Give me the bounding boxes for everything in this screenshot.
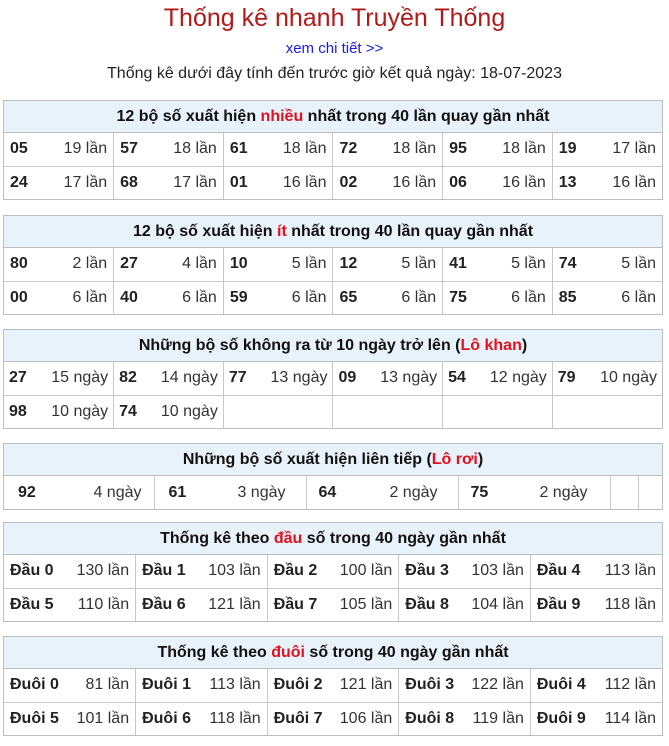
table-cell [114, 395, 224, 428]
text: số trong 40 ngày gần nhất [302, 530, 506, 547]
text: Lô khan [460, 337, 522, 354]
table-cell [267, 588, 399, 621]
count-value: 118 lần [604, 595, 656, 613]
number-label: 65 [339, 288, 358, 306]
least-frequent-section [3, 215, 663, 315]
number-label: 64 [318, 483, 337, 501]
table-cell [443, 395, 553, 428]
number-label: 27 [120, 255, 138, 273]
table-cell [136, 669, 268, 702]
lo-roi-table [4, 476, 664, 509]
table-cell [333, 362, 443, 395]
number-label: Đuôi 4 [536, 676, 586, 694]
table-cell [4, 669, 136, 702]
number-label: Đầu 2 [273, 562, 318, 580]
number-label: 10 [229, 255, 248, 273]
table-cell [114, 133, 224, 166]
table-cell [136, 588, 268, 621]
table-cell [4, 395, 114, 428]
table-cell [333, 395, 443, 428]
table-cell [443, 166, 553, 199]
table-cell [399, 669, 531, 702]
table-cell [4, 476, 154, 509]
text: nhất trong 40 lần quay gần nhất [303, 108, 550, 125]
number-label: 41 [449, 255, 467, 273]
count-value: 13 ngày [270, 369, 328, 387]
count-value: 81 lần [85, 676, 130, 694]
number-label: 61 [168, 483, 187, 501]
table-cell [4, 555, 136, 588]
table-cell [333, 166, 443, 199]
number-label: Đuôi 1 [142, 676, 191, 694]
number-label: 12 [339, 255, 358, 273]
dau-section [3, 522, 663, 622]
table-row [4, 248, 662, 281]
number-label: Đầu 4 [536, 562, 581, 580]
most-frequent-table [4, 133, 662, 199]
number-label: 02 [339, 173, 358, 191]
table-row [4, 702, 662, 735]
count-value: 112 lần [604, 676, 656, 694]
count-value: 19 lần [63, 140, 108, 158]
count-value: 18 lần [282, 140, 327, 158]
section-heading [4, 523, 662, 555]
text: Những bộ số xuất hiện liên tiếp ( [182, 451, 432, 468]
count-value: 12 ngày [489, 369, 547, 387]
text: đuôi [271, 644, 305, 661]
count-value: 114 lần [604, 709, 656, 727]
count-value: 4 ngày [93, 483, 142, 501]
text: ít [277, 223, 287, 240]
table-cell [267, 669, 399, 702]
number-label: 57 [120, 140, 138, 158]
table-cell [443, 362, 553, 395]
count-value: 17 lần [173, 173, 217, 191]
text: Những bộ số không ra từ 10 ngày trở lên ( [138, 337, 461, 354]
number-label: 72 [339, 140, 358, 158]
count-value: 103 lần [471, 562, 524, 580]
text: 12 bộ số xuất hiện [132, 223, 277, 240]
text: 12 bộ số xuất hiện [116, 108, 261, 125]
number-label: 00 [10, 288, 28, 306]
table-cell [223, 281, 333, 314]
count-value: 104 lần [471, 595, 524, 613]
number-label: 98 [9, 402, 27, 420]
number-label: Đuôi 3 [405, 676, 455, 694]
number-label: 40 [120, 288, 138, 306]
count-value: 17 lần [612, 140, 656, 158]
number-label: 75 [449, 288, 467, 306]
table-cell [223, 362, 333, 395]
number-label: Đuôi 6 [142, 709, 191, 727]
count-value: 6 lần [511, 288, 546, 306]
table-cell [223, 395, 333, 428]
count-value: 119 lần [472, 709, 524, 727]
count-value: 13 ngày [380, 369, 438, 387]
count-value: 5 lần [621, 255, 656, 273]
count-value: 2 lần [72, 255, 108, 273]
date-line: Thống kê dưới đây tính đến trước giờ kết quả ngày: 18-07-2023 [107, 65, 562, 82]
count-value: 2 ngày [539, 483, 588, 501]
number-label: Đuôi 5 [10, 709, 59, 727]
count-value: 5 lần [511, 255, 546, 273]
text: số trong 40 ngày gần nhất [304, 644, 509, 661]
section-heading [4, 101, 662, 133]
table-row [4, 476, 664, 509]
number-label: 92 [18, 483, 36, 501]
number-label: Đầu 5 [10, 595, 54, 613]
number-label: Đuôi 7 [273, 709, 323, 727]
count-value: 6 lần [401, 288, 437, 306]
number-label: Đầu 3 [405, 562, 449, 580]
table-row [4, 588, 662, 621]
table-cell [333, 248, 443, 281]
number-label: 06 [449, 173, 467, 191]
table-cell [638, 476, 664, 509]
table-cell [530, 555, 662, 588]
table-cell [530, 702, 662, 735]
count-value: 3 ngày [237, 483, 286, 501]
number-label: 79 [557, 369, 576, 387]
duoi-table [4, 669, 662, 735]
count-value: 18 lần [392, 140, 437, 158]
count-value: 10 ngày [160, 402, 218, 420]
table-cell [223, 133, 333, 166]
number-label: 68 [120, 173, 138, 191]
table-cell [114, 281, 224, 314]
number-label: 54 [448, 369, 466, 387]
number-label: Đầu 9 [536, 595, 581, 613]
table-cell [552, 166, 662, 199]
table-cell [552, 248, 662, 281]
number-label: 59 [229, 288, 248, 306]
count-value: 10 ngày [600, 369, 657, 387]
detail-link[interactable]: xem chi tiết >> [285, 40, 384, 57]
text: nhất trong 40 lần quay gần nhất [286, 223, 534, 240]
number-label: 05 [10, 140, 28, 158]
table-cell [136, 555, 268, 588]
table-cell [114, 362, 224, 395]
count-value: 101 lần [76, 709, 130, 727]
section-heading [4, 444, 662, 476]
table-cell [552, 362, 662, 395]
count-value: 15 ngày [51, 369, 109, 387]
count-value: 113 lần [209, 676, 261, 694]
section-heading [4, 216, 662, 248]
section-heading [4, 330, 662, 362]
number-label: 82 [119, 369, 137, 387]
dau-table [4, 555, 662, 621]
table-row [4, 133, 662, 166]
count-value: 6 lần [291, 288, 327, 306]
table-cell [4, 702, 136, 735]
table-row [4, 669, 662, 702]
number-label: Đuôi 0 [10, 676, 59, 694]
table-row [4, 281, 662, 314]
number-label: 24 [10, 173, 28, 191]
table-cell [4, 588, 136, 621]
number-label: 85 [558, 288, 577, 306]
count-value: 100 lần [339, 562, 393, 580]
number-label: Đầu 6 [142, 595, 186, 613]
count-value: 16 lần [612, 173, 656, 191]
table-cell [399, 702, 531, 735]
table-cell [114, 166, 224, 199]
table-cell [4, 281, 114, 314]
table-cell [333, 281, 443, 314]
number-label: 01 [229, 173, 248, 191]
table-cell [530, 669, 662, 702]
count-value: 16 lần [502, 173, 546, 191]
count-value: 14 ngày [160, 369, 218, 387]
table-cell [306, 476, 458, 509]
count-value: 106 lần [339, 709, 393, 727]
table-cell [136, 702, 268, 735]
text: ) [477, 451, 484, 468]
table-cell [4, 166, 114, 199]
count-value: 118 lần [209, 709, 261, 727]
table-cell [333, 133, 443, 166]
number-label: Đầu 7 [273, 595, 318, 613]
text: Thống kê theo [157, 644, 272, 661]
count-value: 18 lần [502, 140, 546, 158]
count-value: 105 lần [339, 595, 393, 613]
number-label: 13 [558, 173, 577, 191]
count-value: 110 lần [77, 595, 130, 613]
count-value: 121 lần [339, 676, 393, 694]
table-cell [223, 166, 333, 199]
table-cell [443, 248, 553, 281]
count-value: 4 lần [182, 255, 217, 273]
count-value: 16 lần [282, 173, 327, 191]
count-value: 5 lần [291, 255, 327, 273]
number-label: Đuôi 9 [536, 709, 586, 727]
number-label: 95 [449, 140, 467, 158]
section-heading [4, 637, 662, 669]
duoi-section [3, 636, 663, 736]
number-label: Đầu 8 [405, 595, 449, 613]
table-cell [114, 248, 224, 281]
table-cell [552, 281, 662, 314]
text: Thống kê theo [160, 530, 274, 547]
number-label: Đuôi 8 [405, 709, 455, 727]
table-row [4, 362, 662, 395]
count-value: 122 lần [471, 676, 524, 694]
number-label: 74 [558, 255, 577, 273]
number-label: 09 [338, 369, 357, 387]
table-cell [552, 133, 662, 166]
table-cell [223, 248, 333, 281]
count-value: 6 lần [182, 288, 217, 306]
lo-khan-table [4, 362, 662, 428]
table-cell [399, 588, 531, 621]
count-value: 10 ngày [51, 402, 109, 420]
number-label: Đuôi 2 [273, 676, 323, 694]
table-cell [552, 395, 662, 428]
count-value: 5 lần [401, 255, 437, 273]
count-value: 6 lần [72, 288, 108, 306]
count-value: 16 lần [392, 173, 437, 191]
number-label: 61 [229, 140, 248, 158]
table-cell [399, 555, 531, 588]
least-frequent-table [4, 248, 662, 314]
table-cell [267, 702, 399, 735]
table-row [4, 395, 662, 428]
number-label: Đầu 0 [10, 562, 54, 580]
number-label: Đầu 1 [142, 562, 186, 580]
table-cell [4, 362, 114, 395]
count-value: 103 lần [208, 562, 261, 580]
table-cell [267, 555, 399, 588]
page-title: Thống kê nhanh Truyền Thống [163, 4, 506, 32]
table-cell [530, 588, 662, 621]
number-label: 74 [119, 402, 137, 420]
number-label: 19 [558, 140, 577, 158]
table-row [4, 555, 662, 588]
table-cell [458, 476, 610, 509]
count-value: 18 lần [173, 140, 217, 158]
table-cell [443, 281, 553, 314]
number-label: 77 [228, 369, 247, 387]
lo-khan-section [3, 329, 663, 429]
count-value: 2 ngày [389, 483, 438, 501]
number-label: 27 [9, 369, 27, 387]
number-label: 80 [10, 255, 28, 273]
lo-roi-section [3, 443, 663, 510]
count-value: 17 lần [63, 173, 108, 191]
table-cell [4, 133, 114, 166]
table-cell [610, 476, 638, 509]
count-value: 130 lần [76, 562, 130, 580]
count-value: 113 lần [604, 562, 656, 580]
table-row [4, 166, 662, 199]
table-cell [443, 133, 553, 166]
count-value: 6 lần [621, 288, 656, 306]
most-frequent-section [3, 100, 663, 200]
table-cell [4, 248, 114, 281]
text: ) [521, 337, 528, 354]
count-value: 121 lần [208, 595, 261, 613]
text: đầu [273, 530, 303, 547]
text: nhiều [260, 108, 304, 125]
number-label: 75 [470, 483, 489, 501]
text: Lô rơi [431, 451, 478, 468]
table-cell [154, 476, 306, 509]
